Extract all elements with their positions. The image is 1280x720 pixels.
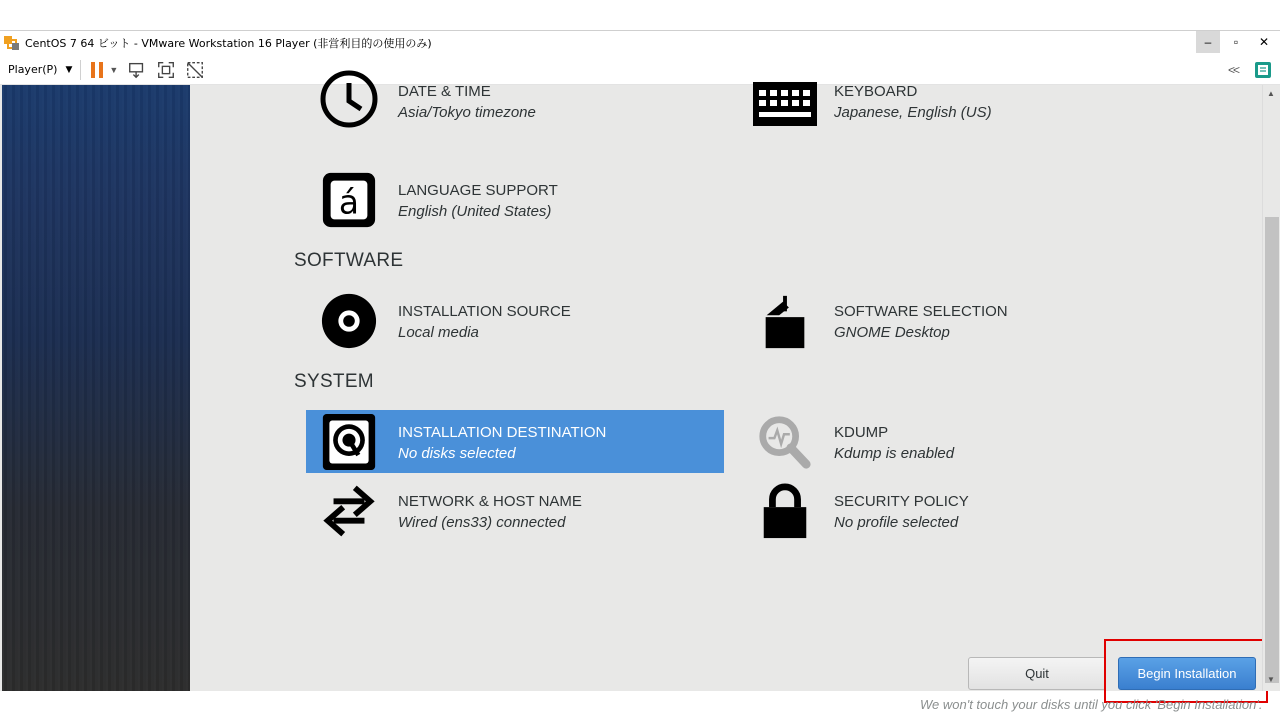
network-arrows-icon (318, 483, 380, 539)
spoke-keyboard[interactable] (742, 69, 1160, 132)
spoke-status: Japanese, English (US) (834, 104, 992, 121)
disc-icon (318, 293, 380, 349)
spoke-kdump[interactable] (742, 410, 1160, 473)
spoke-title: KEYBOARD (834, 83, 918, 100)
pause-icon[interactable] (91, 61, 103, 79)
spoke-status: No profile selected (834, 514, 959, 531)
player-menu[interactable] (8, 63, 72, 76)
clock-icon (318, 73, 380, 129)
scroll-up-icon[interactable]: ▲ (1267, 89, 1275, 98)
language-glyph: á (338, 182, 360, 222)
scroll-thumb[interactable] (1265, 217, 1279, 683)
minimize-button[interactable]: – (1196, 31, 1220, 53)
spoke-title: INSTALLATION SOURCE (398, 303, 571, 320)
installer-sidebar (2, 85, 190, 691)
highlight-annotation-box (1104, 639, 1268, 703)
spoke-title: SOFTWARE SELECTION (834, 303, 1008, 320)
window-controls (1196, 31, 1280, 55)
spoke-language-support[interactable] (306, 168, 724, 231)
send-ctrl-alt-del-icon[interactable] (126, 59, 148, 81)
lock-icon (754, 483, 816, 539)
vmware-window (0, 30, 1280, 712)
pause-dropdown-chevron-icon[interactable]: ▼ (109, 64, 119, 75)
player-menu-label: Player(P) (8, 63, 58, 76)
spoke-status: GNOME Desktop (834, 324, 950, 341)
spoke-title: LANGUAGE SUPPORT (398, 182, 558, 199)
spoke-date-time[interactable] (306, 69, 724, 132)
spoke-title: DATE & TIME (398, 83, 491, 100)
begin-installation-button[interactable]: Begin Installation (1118, 657, 1256, 690)
quit-button[interactable]: Quit (968, 657, 1106, 690)
title-bar (0, 31, 1280, 55)
magnifier-icon (754, 414, 816, 470)
section-heading-software: SOFTWARE (294, 250, 404, 271)
language-icon (318, 172, 380, 228)
spoke-installation-source[interactable] (306, 289, 724, 352)
toolbar-right (1228, 55, 1280, 85)
spoke-title: INSTALLATION DESTINATION (398, 424, 607, 441)
footer-note: We won't touch your disks until you click 'Begin Installation'. (920, 697, 1263, 712)
spoke-title: SECURITY POLICY (834, 493, 969, 510)
keyboard-icon (754, 73, 816, 129)
unity-icon[interactable] (184, 59, 206, 81)
toolbar-separator (80, 60, 81, 80)
window-title: CentOS 7 64 ビット - VMware Workstation 16 Player (非営利目的の使用のみ) (25, 37, 432, 50)
spoke-status: Wired (ens33) connected (398, 514, 566, 531)
hard-disk-icon (318, 414, 380, 470)
spoke-security-policy[interactable] (742, 479, 1160, 542)
spoke-title: NETWORK & HOST NAME (398, 493, 582, 510)
spoke-status: No disks selected (398, 445, 516, 462)
spoke-status: Local media (398, 324, 479, 341)
collapse-icon[interactable]: << (1227, 63, 1238, 77)
spoke-installation-destination[interactable] (306, 410, 724, 473)
spoke-status: English (United States) (398, 203, 552, 220)
notes-icon[interactable] (1254, 61, 1272, 79)
spoke-status: Asia/Tokyo timezone (398, 104, 536, 121)
chevron-down-icon: ▼ (65, 64, 73, 75)
spoke-status: Kdump is enabled (834, 445, 955, 462)
spoke-software-selection[interactable] (742, 289, 1160, 352)
scrollbar[interactable] (1262, 85, 1280, 691)
fullscreen-icon[interactable] (155, 59, 177, 81)
scroll-down-icon[interactable]: ▼ (1267, 675, 1275, 684)
installation-summary (190, 85, 1262, 691)
maximize-button[interactable]: ▫ (1233, 35, 1239, 49)
guest-screen[interactable] (0, 83, 1280, 712)
vmware-logo-icon (3, 34, 21, 52)
spoke-title: KDUMP (834, 424, 889, 441)
close-button[interactable]: ✕ (1258, 35, 1270, 49)
package-icon (754, 293, 816, 349)
section-heading-system: SYSTEM (294, 371, 374, 392)
spoke-network-host-name[interactable] (306, 479, 724, 542)
